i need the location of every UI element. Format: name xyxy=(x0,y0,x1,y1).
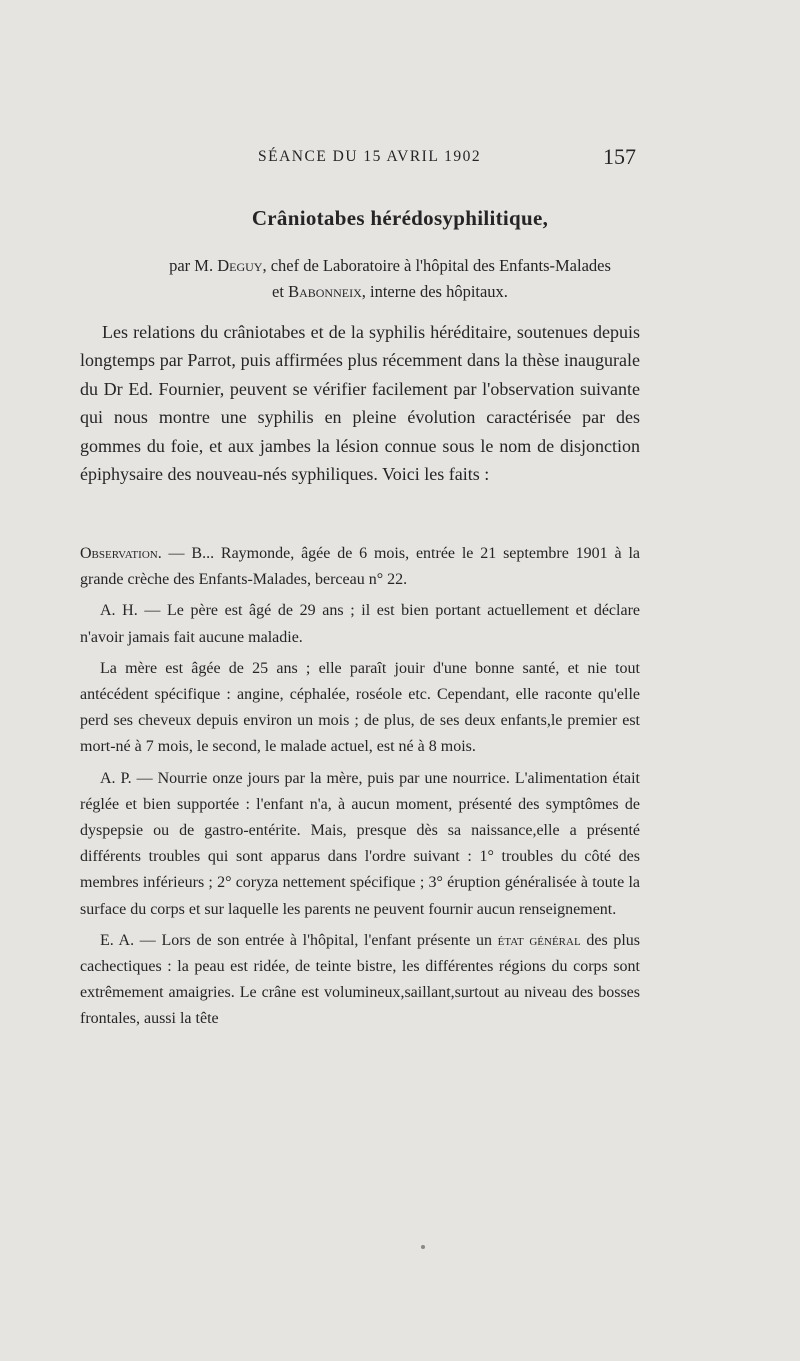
ah-paragraph: A. H. — Le père est âgé de 29 ans ; il est bien portant actuellement et déclare n'avoir jamais fait aucune maladie. xyxy=(80,602,641,646)
ap-label: A. P. xyxy=(100,769,132,787)
page-number: 157 xyxy=(603,144,636,169)
observation-paragraph: Observation. — B... Raymonde, âgée de 6 mois, entrée le 21 septembre 1901 à la grande crèche des Enfants-Malades, berceau n° 22. xyxy=(80,545,640,589)
ap-paragraph: A. P. — Nourrie onze jours par la mère, puis par une nourrice. L'alimentation était réglée et bien supportée : l'enfant n'a, à aucun moment, présenté des symptômes de dyspepsie ou de gastro-entérite. Mais, presque dès sa naissance,elle a présenté différents troubles qui sont apparus dans l'ordre suivant : 1° troubles du côté des membres inférieurs ; 2° coryza nettement spécifique ; 3° éruption généralisée à toute la surface du corps et sur laquelle les parents ne peuvent fournir aucun renseignement. xyxy=(80,769,641,918)
ah-label: A. H. xyxy=(100,602,138,620)
observation-label: Observation. xyxy=(80,545,162,562)
ea-paragraph: E. A. — Lors de son entrée à l'hôpital, l'enfant présente un état général des plus cachectiques : la peau est ridée, de teinte bistre, les différentes régions du corps sont extrêmement amaigries. Le crâne est volumineux,saillant,surtout au niveau des bosses frontales, aussi la tête xyxy=(80,931,641,1028)
intro-section xyxy=(80,318,640,488)
byline-line-2: et Babonneix, interne des hôpitaux. xyxy=(272,282,508,301)
author-deguy: Deguy xyxy=(217,256,263,275)
mother-paragraph: La mère est âgée de 25 ans ; elle paraît jouir d'une bonne santé, et nie tout antécédent spécifique : angine, céphalée, roséole etc. Cependant, elle raconte qu'elle perd ses cheveux depuis environ un mois ; de plus, de ses deux enfants,le premier est mort-né à 7 mois, le second, le malade actuel, est né à 8 mois. xyxy=(80,659,640,756)
running-head: SÉANCE DU 15 AVRIL 1902 xyxy=(258,148,482,165)
etat-general-label: état général xyxy=(497,931,581,949)
page-header xyxy=(0,144,800,174)
ea-label: E. A. xyxy=(100,931,135,949)
byline xyxy=(70,253,710,305)
author-babonneix: Babonneix xyxy=(288,282,362,301)
observation-section xyxy=(80,541,640,1038)
article-title: Crâniotabes hérédosyphilitique, xyxy=(251,206,549,230)
byline-line-1: par M. Deguy, chef de Laboratoire à l'hôpital des Enfants-Malades xyxy=(169,256,611,275)
intro-paragraph: Les relations du crâniotabes et de la syphilis héréditaire, soutenues depuis longtemps par Parrot, puis affirmées plus récemment dans la thèse inaugurale du Dr Ed. Fournier, peuvent se vérifier facilement par l'observation suivante qui nous montre une syphilis en pleine évolution caractérisée par des gommes du foie, et aux jambes la lésion connue sous le nom de disjonction épiphysaire des nouveau-nés syphiliques. Voici les faits : xyxy=(80,322,640,485)
ink-speck xyxy=(421,1245,425,1249)
